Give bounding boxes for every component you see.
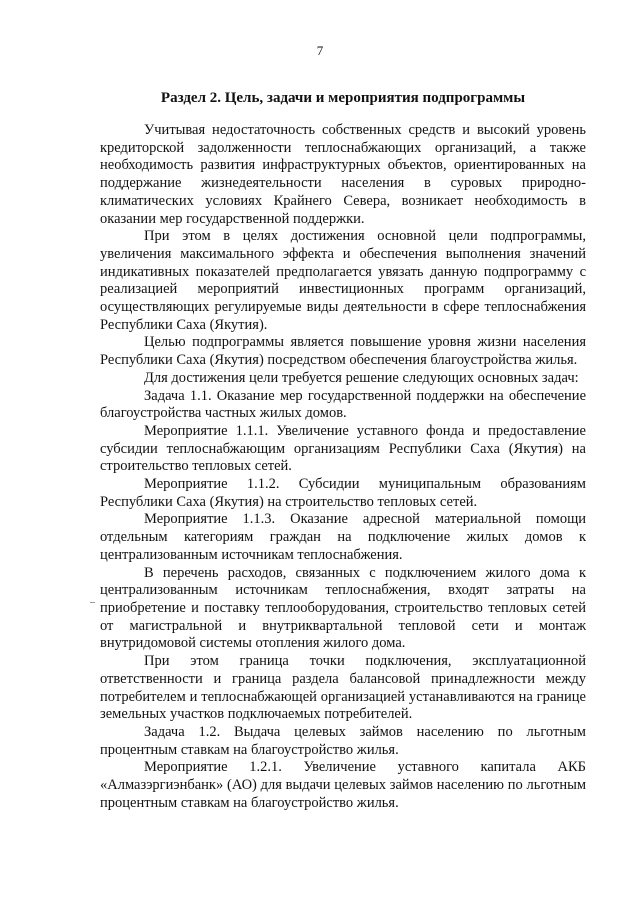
paragraph: Задача 1.2. Выдача целевых займов населению по льготным процентным ставкам на благоустройство жилья. <box>100 723 586 758</box>
paragraph: Мероприятие 1.1.1. Увеличение уставного фонда и предоставление субсидии теплоснабжающим организациям Республики Саха (Якутия) на строительство тепловых сетей. <box>100 422 586 475</box>
paragraph: При этом граница точки подключения, эксплуатационной ответственности и граница раздела балансовой принадлежности между потребителем и теплоснабжающей организацией устанавливаются на границе земельных участков подключаемых потребителей. <box>100 653 586 723</box>
margin-mark <box>90 602 95 603</box>
paragraph: Для достижения цели требуется решение следующих основных задач: <box>144 369 579 386</box>
paragraph: Задача 1.1. Оказание мер государственной поддержки на обеспечение благоустройства частных жилых домов. <box>100 387 586 422</box>
paragraph: В перечень расходов, связанных с подключением жилого дома к централизованным источникам теплоснабжения, входят затраты на приобретение и поставку теплооборудования, строительство тепловых сетей от магистральной и внутриквартальной тепловой сети и монтаж внутридомовой системы отопления жилого дома. <box>100 564 586 652</box>
page-number: 7 <box>316 43 324 58</box>
paragraph: Мероприятие 1.1.2. Субсидии муниципальным образованиям Республики Саха (Якутия) на строительство тепловых сетей. <box>100 476 586 510</box>
paragraph: Мероприятие 1.2.1. Увеличение уставного капитала АКБ «Алмазэргиэнбанк» (АО) для выдачи целевых займов населению по льготным процентным ставкам на благоустройство жилья. <box>100 759 586 811</box>
paragraph: Целью подпрограммы является повышение уровня жизни населения Республики Саха (Якутия) посредством обеспечения благоустройства жилья. <box>100 334 586 369</box>
paragraph: Учитывая недостаточность собственных средств и высокий уровень кредиторской задолженности теплоснабжающих организаций, а также необходимость развития инфраструктурных объектов, ориентированных на поддержание жизнедеятельности населения в суровых природно-климатических условиях Крайнего Севера, возникает необходимость в оказании мер государственной поддержки. <box>100 122 586 227</box>
paragraph: При этом в целях достижения основной цели подпрограммы, увеличения максимального эффекта и обеспечения выполнения значений индикативных показателей предполагается увязать данную подпрограмму с реализацией мероприятий инвестиционных программ организаций, осуществляющих регулируемые виды деятельности в сфере теплоснабжения Республики Саха (Якутия). <box>100 228 586 333</box>
paragraph: Мероприятие 1.1.3. Оказание адресной материальной помощи отдельным категориям граждан на подключение жилых домов к централизованным источникам теплоснабжения. <box>100 511 586 563</box>
section-title: Раздел 2. Цель, задачи и мероприятия подпрограммы <box>160 90 526 106</box>
body-text <box>100 122 586 812</box>
